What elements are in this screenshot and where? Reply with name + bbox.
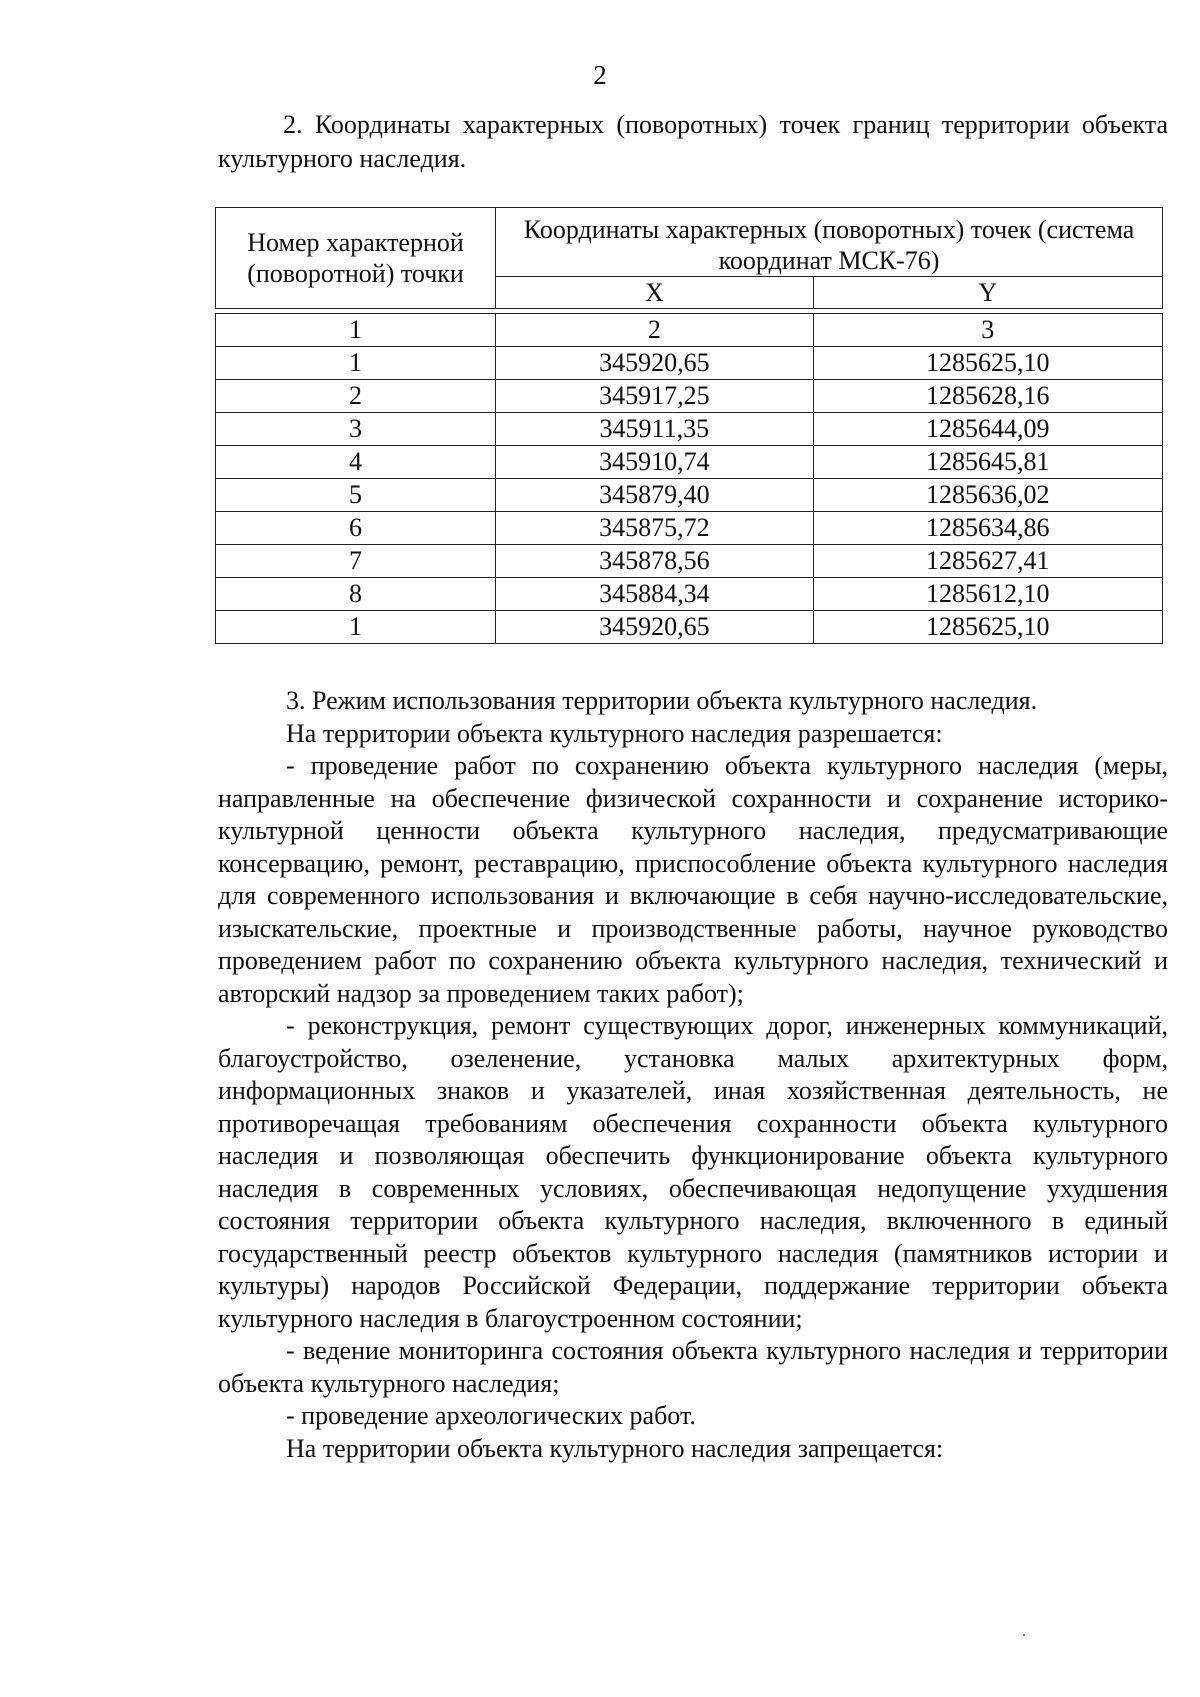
header-y: Y (813, 277, 1162, 309)
allowed-item-4: - проведение археологических работ. (286, 1401, 696, 1430)
allowed-intro: На территории объекта культурного наследия разрешается: (286, 718, 943, 748)
allowed-item-1: - проведение работ по сохранению объекта культурного наследия (меры, направленные на обеспечение физической сохранности и сохранение историко-культурной ценности объекта культурного наследия, предусматривающие консервацию, ремонт, реставрацию, приспособление объекта культурного наследия для современного использования и включающие в себя научно-исследовательские, изыскательские, проектные и производственные работы, научное руководство проведением работ по сохранению объекта культурного наследия, технический и авторский надзор за проведением таких работ); (218, 751, 1168, 1008)
table-row (216, 611, 1163, 644)
table-row (216, 446, 1163, 479)
point-number-cell: 7 (216, 545, 496, 578)
y-coordinate-cell: 1285627,41 (813, 545, 1162, 578)
x-coordinate-cell: 345911,35 (496, 413, 814, 446)
header-coordinates: Координаты характерных (поворотных) точек (система координат МСК-76) (496, 208, 1163, 277)
point-number-cell: 1 (216, 347, 496, 380)
point-number-cell: 3 (216, 413, 496, 446)
y-coordinate-cell: 1285636,02 (813, 479, 1162, 512)
y-coordinate-cell: 1285644,09 (813, 413, 1162, 446)
table-row (216, 347, 1163, 380)
section-2-heading: 2. Координаты характерных (поворотных) точек границ территории объекта культурного наследия. (218, 110, 1168, 173)
x-coordinate-cell: 345879,40 (496, 479, 814, 512)
x-coordinate-cell: 345875,72 (496, 512, 814, 545)
page-number: 2 (593, 60, 607, 90)
x-coordinate-cell: 345878,56 (496, 545, 814, 578)
table-row (216, 380, 1163, 413)
column-number-2: 2 (496, 314, 814, 347)
table-row (216, 578, 1163, 611)
section-3 (218, 685, 1168, 1465)
table-row (216, 413, 1163, 446)
allowed-item-2: - реконструкция, ремонт существующих дорог, инженерных коммуникаций, благоустройство, озеленение, установка малых архитектурных форм, информационных знаков и указателей, иная хозяйственная деятельность, не противоречащая требованиям обеспечения сохранности объекта культурного наследия и позволяющая обеспечить функционирование объекта культурного наследия в современных условиях, обеспечивающая недопущение ухудшения состояния территории объекта культурного наследия, включенного в единый государственный реестр объектов культурного наследия (памятников истории и культуры) народов Российской Федерации, поддержание территории объекта культурного наследия в благоустроенном состоянии; (218, 1011, 1168, 1333)
coordinates-table (215, 207, 1163, 644)
point-number-cell: 6 (216, 512, 496, 545)
section-3-heading: 3. Режим использования территории объекта культурного наследия. (286, 686, 1038, 715)
scan-speck (1023, 1634, 1025, 1636)
point-number-cell: 2 (216, 380, 496, 413)
point-number-cell: 4 (216, 446, 496, 479)
y-coordinate-cell: 1285612,10 (813, 578, 1162, 611)
x-coordinate-cell: 345910,74 (496, 446, 814, 479)
y-coordinate-cell: 1285625,10 (813, 347, 1162, 380)
table-row (216, 479, 1163, 512)
x-coordinate-cell: 345917,25 (496, 380, 814, 413)
table-row (216, 512, 1163, 545)
table-row (216, 545, 1163, 578)
column-number-row (216, 314, 1163, 347)
header-point-number: Номер характерной (поворотной) точки (216, 208, 496, 309)
header-x: X (496, 277, 814, 309)
y-coordinate-cell: 1285634,86 (813, 512, 1162, 545)
column-number-1: 1 (216, 314, 496, 347)
y-coordinate-cell: 1285628,16 (813, 380, 1162, 413)
x-coordinate-cell: 345884,34 (496, 578, 814, 611)
allowed-item-3: - ведение мониторинга состояния объекта культурного наследия и территории объекта культурного наследия; (218, 1336, 1168, 1398)
x-coordinate-cell: 345920,65 (496, 611, 814, 644)
column-number-3: 3 (813, 314, 1162, 347)
point-number-cell: 8 (216, 578, 496, 611)
y-coordinate-cell: 1285625,10 (813, 611, 1162, 644)
forbidden-intro: На территории объекта культурного наследия запрещается: (286, 1433, 944, 1463)
point-number-cell: 5 (216, 479, 496, 512)
x-coordinate-cell: 345920,65 (496, 347, 814, 380)
y-coordinate-cell: 1285645,81 (813, 446, 1162, 479)
point-number-cell: 1 (216, 611, 496, 644)
